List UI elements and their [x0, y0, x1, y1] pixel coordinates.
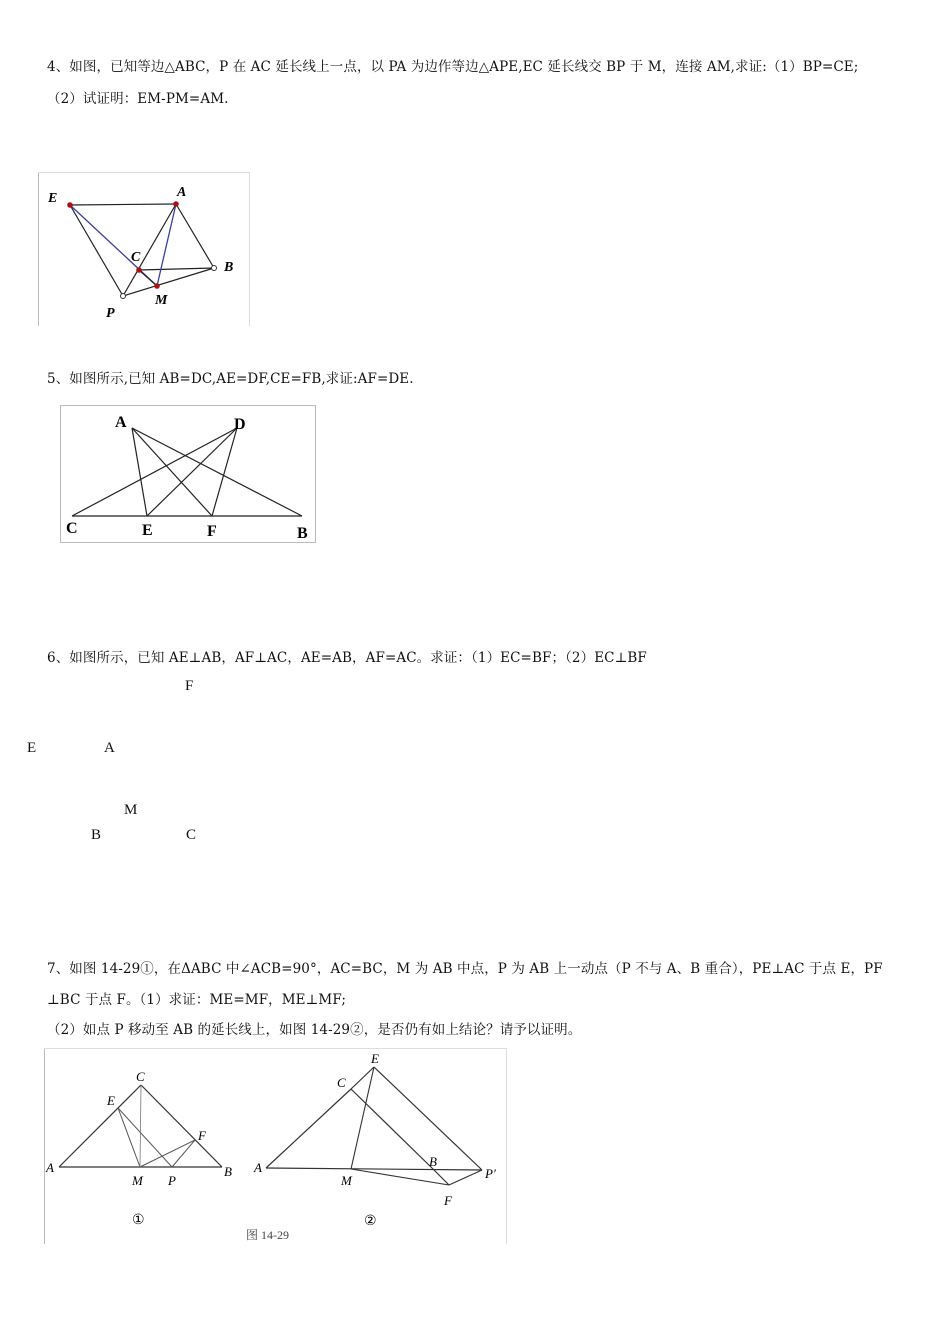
label-B: B: [224, 260, 234, 275]
label-A: A: [115, 414, 127, 431]
problem-7-text-line-2: ⊥BC 于点 F。（1）求证：ME=MF，ME⊥MF;: [47, 992, 346, 1008]
figure-caption: 图 14-29: [246, 1228, 289, 1242]
segment-PE: [118, 1108, 172, 1167]
fig1-label-C: C: [136, 1069, 145, 1084]
fig2-label-C: C: [337, 1075, 346, 1090]
problem-6-label-F: F: [185, 678, 194, 694]
label-E: E: [48, 191, 58, 206]
segment-AB: [176, 204, 214, 268]
segment-EA: [70, 204, 176, 205]
figure-14-29-1: [45, 1069, 232, 1228]
segment-AP: [266, 1168, 482, 1170]
fig2-label-A: A: [254, 1160, 262, 1175]
problem-6-label-C: C: [186, 827, 197, 843]
label-C: C: [66, 520, 78, 537]
fig2-label-F: F: [444, 1193, 452, 1208]
problem-4-text-line-2: （2）试证明：EM-PM=AM.: [47, 91, 229, 107]
fig1-label-P: P: [168, 1173, 176, 1188]
problem-7-text-line-1: 7、如图 14-29①，在ΔABC 中∠ACB=90°，AC=BC，M 为 AB 中点，P 为 AB 上一动点（P 不与 A、B 重合），PE⊥AC 于点 E，PF: [47, 961, 883, 977]
segment-ME: [351, 1067, 374, 1169]
segment-CM: [139, 270, 157, 286]
segment-AC: [59, 1085, 141, 1167]
problem-5-figure: [60, 405, 316, 543]
label-P: P: [106, 306, 115, 321]
label-A: A: [177, 185, 187, 200]
label-C: C: [131, 250, 141, 265]
segment-AB: [132, 428, 302, 516]
problem-6-label-A: A: [104, 740, 115, 756]
problem-6-label-B: B: [91, 827, 102, 843]
segment-AM: [157, 204, 176, 286]
segment-DE: [147, 428, 237, 516]
figure-14-29-2: [253, 1051, 496, 1229]
segment-MF: [351, 1169, 449, 1185]
segment-AC: [266, 1089, 351, 1168]
problem-6-text-line-1: 6、如图所示，已知 AE⊥AB，AF⊥AC，AE=AB，AF=AC。求证：（1）EC=BF；（2）EC⊥BF: [47, 650, 647, 666]
fig1-label-F: F: [198, 1128, 206, 1143]
label-B: B: [297, 525, 308, 542]
segment-CB: [141, 1085, 222, 1167]
fig1-label-M: M: [132, 1173, 143, 1188]
segment-MF: [140, 1140, 195, 1167]
segment-ME: [118, 1108, 140, 1167]
fig1-label-B: B: [224, 1164, 232, 1179]
label-F: F: [207, 523, 217, 540]
segment-EP: [374, 1067, 482, 1170]
fig2-number: ②: [364, 1214, 377, 1229]
fig2-label-P-prime: P′: [485, 1166, 496, 1181]
label-E: E: [142, 522, 153, 539]
problem-5-text-line-1: 5、如图所示,已知 AB=DC,AE=DF,CE=FB,求证:AF=DE.: [47, 371, 414, 387]
segment-CE: [351, 1067, 374, 1089]
label-M: M: [155, 293, 168, 308]
segment-CB: [139, 268, 214, 270]
segment-PF: [172, 1140, 195, 1167]
fig1-label-A: A: [46, 1160, 54, 1175]
problem-6-label-E: E: [27, 740, 37, 756]
fig2-label-B: B: [429, 1154, 437, 1169]
segment-CB: [351, 1089, 433, 1169]
fig2-label-E: E: [371, 1051, 379, 1066]
segment-PF: [449, 1170, 482, 1185]
segment-DC: [72, 428, 237, 516]
problem-6-label-M: M: [124, 802, 138, 818]
problem-4-text-line-1: 4、如图，已知等边△ABC，P 在 AC 延长线上一点，以 PA 为边作等边△APE,EC 延长线交 BP 于 M，连接 AM,求证:（1）BP=CE;: [47, 59, 859, 75]
problem-7-text-line-3: （2）如点 P 移动至 AB 的延长线上，如图 14-29②，是否仍有如上结论？请予以证明。: [47, 1022, 582, 1038]
segment-MC: [140, 1085, 141, 1167]
fig1-label-E: E: [107, 1093, 115, 1108]
problem-4-figure: [38, 172, 250, 326]
segment-AF: [132, 428, 212, 516]
label-D: D: [234, 416, 246, 433]
segment-EP: [70, 205, 123, 296]
problem-7-figure: [44, 1048, 507, 1244]
fig2-label-M: M: [341, 1173, 352, 1188]
fig1-number: ①: [132, 1213, 145, 1228]
